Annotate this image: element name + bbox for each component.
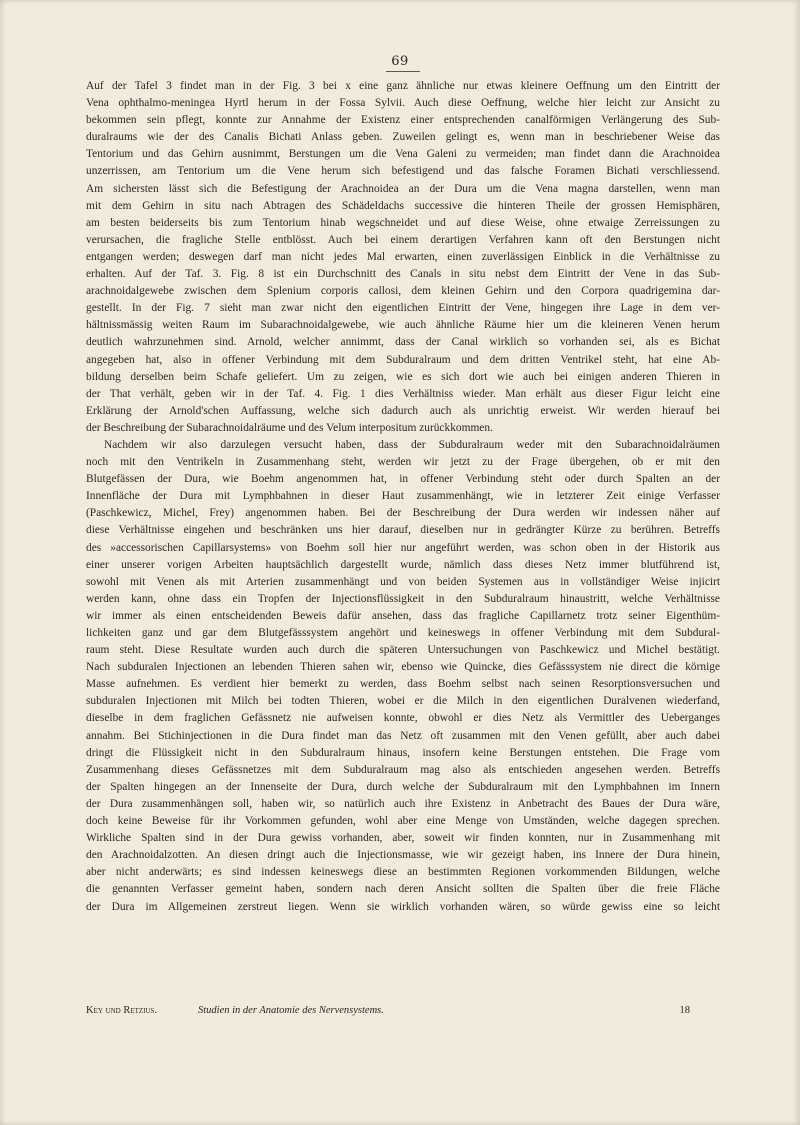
- text-line: lichkeiten ganz und gar dem Blutgefässsystem angehört und keineswegs in offener Verbindung mit dem Subdural-: [86, 627, 720, 639]
- page-footer: [86, 1005, 720, 1021]
- text-line: hältnissmässig weiten Raum im Subarachnoidalgewebe, wie auch ähnliche Räume hier um die kleineren Venen herum: [86, 319, 720, 332]
- text-line: gestellt. In der Fig. 7 sieht man zwar nicht den eigentlichen Eintritt der Vene, hingegen ihre Lage in dem ver-: [86, 302, 720, 315]
- text-line: Tentorium und das Gehirn ausnimmt, Berstungen um die Vena Galeni zu vermeiden; man findet dann die Arachnoidea: [86, 148, 720, 161]
- text-line: werden kann, ohne dass ein Tropfen der Injectionsflüssigkeit in den Subduralraum hinaustritt, welche Verhältnisse: [86, 592, 720, 605]
- text-line: der Spalten hingegen an der Innenseite der Dura, durch welche der Subduralraum mit den Lymphbahnen im Innern: [86, 780, 720, 793]
- page-number-rule: [386, 71, 420, 72]
- text-line: am besten beiderseits bis zum Tentorium hinab wegschneidet und auf diese Weise, ohne etwaige Zerreissungen zu: [86, 216, 720, 229]
- text-line: angegeben hat, also in offener Verbindung mit dem Subduralraum und dem dritten Ventrikel steht, hat eine Ab-: [86, 353, 720, 366]
- text-line: den Arachnoidalzotten. An diesen dringt auch die Injectionsmasse, wie wir gezeigt haben, ins Innere der Dura hinein,: [86, 849, 720, 862]
- text-line: dieselbe in dem fraglichen Gefässnetz nie aufweisen konnte, obwohl er dies Netz als Vermittler des Ueberganges: [86, 712, 720, 725]
- text-line: deutlich wahrzunehmen sind. Arnold, welcher annimmt, dass der Canal wirklich so vorhanden sei, als es Bichat: [86, 336, 720, 349]
- text-line: mit dem Gehirn in situ nach Abtragen des Schädeldachs successive die hinteren Theile der grossen Hemisphären,: [86, 199, 720, 212]
- text-line: Blutgefässen der Dura, wie Boehm angenommen hat, in offener Verbindung steht oder durch Spalten an der: [86, 473, 720, 486]
- text-line: des »accessorischen Capillarsystems» von Boehm soll hier nur angeführt werden, was schon oben in der Historik aus: [86, 541, 720, 554]
- text-line: Vena ophthalmo-meningea Hyrtl herum in der Fossa Sylvii. Auch diese Oeffnung, welche hier leicht zur Ansicht zu: [86, 97, 720, 110]
- text-line: noch mit den Ventrikeln in Zusammenhang steht, werden wir jetzt zu der Frage übergehen, ob er mit den: [86, 456, 720, 469]
- signature-mark: 18: [679, 1005, 690, 1016]
- text-line: Nach subduralen Injectionen an lebenden Thieren sahen wir, ebenso wie Quincke, dies Gefässsystem nie direct die körnige: [86, 661, 720, 674]
- text-line: bildung derselben beim Schafe geliefert. Um zu zeigen, wie es sich dort wie auch bei einigen anderen Thieren in: [86, 370, 720, 383]
- text-line: Nachdem wir also darzulegen versucht haben, dass der Subduralraum weder mit den Subarachnoidalräumen: [104, 438, 720, 451]
- text-line: diese Verhältnisse eingehen und beschränken uns hier darauf, dieselben nur in gedrängter Kürze zu berühren. Betreffs: [86, 524, 720, 537]
- text-line: Innenfläche der Dura mit Lymphbahnen in dieser Haut zusammenhängt, wie in letzterer Zeit einige Verfasser: [86, 490, 720, 503]
- text-line: dringt die Flüssigkeit nicht in den Subduralraum hinaus, insofern keine Berstungen entstehen. Die Frage vom: [86, 746, 720, 759]
- text-line: Auf der Tafel 3 findet man in der Fig. 3 bei x eine ganz ähnliche nur etwas kleinere Oeffnung um den Eintritt der: [86, 80, 720, 92]
- text-line: unzerrissen, am Tentorium um die Vene herum sich befestigend und das falsche Foramen Bichati verschliessend.: [86, 165, 720, 178]
- text-line: aber nicht anderwärts; es sind indessen keineswegs diese an bestimmten Regionen vorkommenden Bildungen, welche: [86, 866, 720, 879]
- text-line: erhalten. Auf der Taf. 3. Fig. 8 ist ein Durchschnitt des Canals in situ nebst dem Eintritt der Vene in das Sub-: [86, 268, 720, 281]
- text-line: sowohl mit Venen als mit Arterien zusammenhängt und von beiden Systemen aus in vollständiger Weise injicirt: [86, 575, 720, 588]
- text-line: verursachen, die fragliche Stelle entblösst. Auch bei einem derartigen Verfahren kann oft den Berstungen nicht: [86, 233, 720, 246]
- body-text: [86, 78, 720, 916]
- text-line: der Beschreibung der Subarachnoidalräume und des Velum interpositum zurückkommen.: [86, 421, 493, 434]
- text-line: Masse aufnehmen. Es verdient hier bemerkt zu werden, dass Boehm selbst nach seinen Resorptionsversuchen und: [86, 678, 720, 691]
- text-line: bekommen sein pflegt, konnte zur Annahme der Existenz einer entsprechenden canalförmigen Verlängerung des Sub-: [86, 114, 720, 127]
- footer-authors: Key und Retzius.: [86, 1005, 158, 1016]
- text-line: wir immer als einen entscheidenden Beweis dafür ansehen, dass das fragliche Capillarnetz trotz seiner Eigenthüm-: [86, 609, 720, 622]
- text-line: Erklärung der Arnold'schen Auffassung, welche sich dadurch auch als unrichtig erweist. Wir werden hierauf bei: [86, 404, 720, 417]
- text-line: (Paschkewicz, Michel, Frey) angenommen haben. Bei der Beschreibung der Dura werden wir indessen näher auf: [86, 507, 720, 520]
- text-line: doch keine Beweise für ihr Vorkommen gefunden, wohl aber eine Menge von Umständen, welche dagegen sprechen.: [86, 815, 720, 828]
- text-line: Zusammenhang dieses Gefässnetzes mit dem Subduralraum mag also als entschieden angesehen werden. Betreffs: [86, 763, 720, 776]
- text-line: einer unserer vorigen Arbeiten hauptsächlich dargestellt wurde, nämlich dass dieses Netz immer blutführend ist,: [86, 558, 720, 571]
- text-line: duralraums wie der des Canalis Bichati Anlass geben. Zuweilen gelingt es, wenn man in beschriebener Weise das: [86, 131, 720, 144]
- text-line: der Dura im Allgemeinen zerstreut liegen. Wenn sie wirklich vorhanden wären, so würde gewiss eine so leicht: [86, 900, 720, 913]
- text-line: raum steht. Diese Resultate wurden auch durch die späteren Untersuchungen von Paschkewicz und Michel bestätigt.: [86, 644, 720, 657]
- text-line: annahm. Bei Stichinjectionen in die Dura findet man das Netz oft zusammen mit den Venen gefüllt, aber auch dabei: [86, 729, 720, 742]
- text-line: entgangen werden; deswegen darf man nicht jedes Mal erwarten, einen zuverlässigen Einblick in die Verhältnisse zu: [86, 250, 720, 263]
- text-line: Am sichersten lässt sich die Befestigung der Arachnoidea an der Dura um die Vena magna darstellen, wenn man: [86, 182, 720, 195]
- text-line: der That verhält, geben wir in der Taf. 4. Fig. 1 dies Verhältniss wieder. Man erhält aus dieser Figur leicht eine: [86, 387, 720, 400]
- text-line: Wirkliche Spalten sind in der Dura gewiss vorhanden, aber, soweit wir finden konnten, nur in Zusammenhang mit: [86, 832, 720, 845]
- text-line: subduralen Injectionen mit Milch bei todten Thieren, wobei er die Milch in den eigentlichen Duralvenen wiederfand,: [86, 695, 720, 708]
- text-line: der Dura zusammenhängen soll, haben wir, so natürlich auch ihre Existenz in Anbetracht des Baues der Dura wäre,: [86, 797, 720, 810]
- text-line: die genannten Verfasser gemeint haben, sondern nach deren Ansicht sollten die Spalten über die freie Fläche: [86, 883, 720, 896]
- footer-title: Studien in der Anatomie des Nervensystems.: [198, 1005, 384, 1016]
- page-number: 69: [391, 54, 409, 69]
- text-line: arachnoidalgewebe zwischen dem Splenium corporis callosi, dem kleinen Gehirn und den Corpora quadrigemina dar-: [86, 285, 720, 298]
